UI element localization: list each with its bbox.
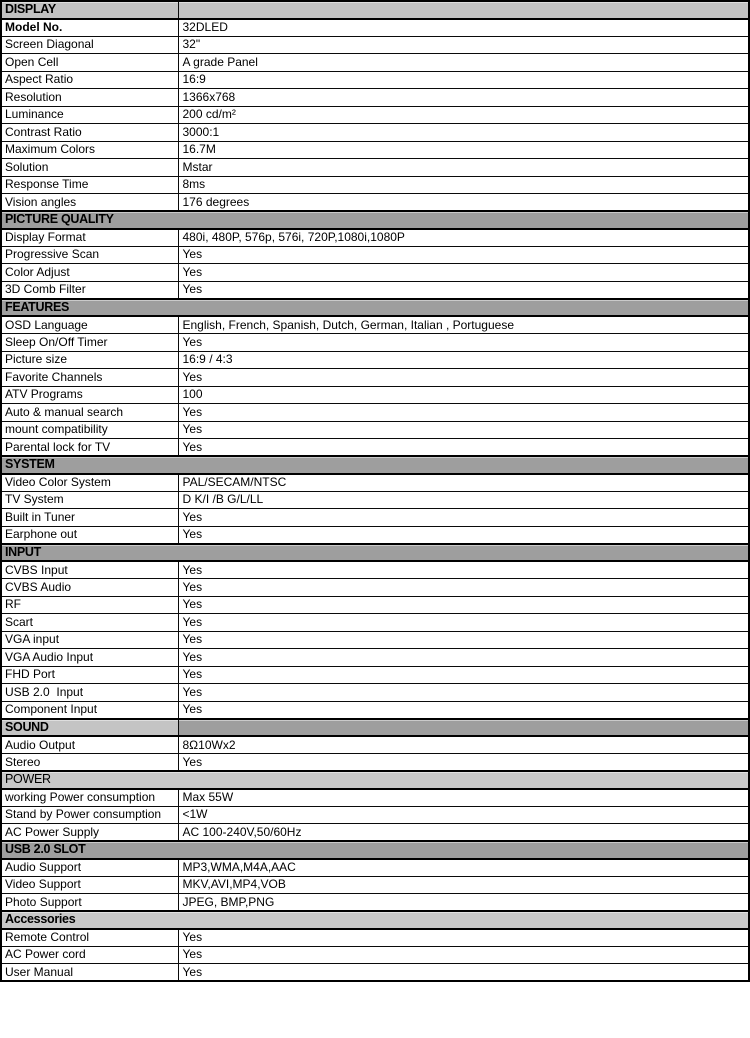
spec-label: Progressive Scan xyxy=(1,246,178,264)
spec-row xyxy=(1,929,749,947)
section-title: FEATURES xyxy=(1,299,749,317)
spec-row xyxy=(1,439,749,457)
section-title: USB 2.0 SLOT xyxy=(1,841,749,859)
spec-value: Yes xyxy=(178,526,749,544)
spec-row xyxy=(1,474,749,492)
spec-label: Audio Support xyxy=(1,859,178,877)
spec-label: User Manual xyxy=(1,964,178,982)
spec-value: 176 degrees xyxy=(178,194,749,212)
spec-value: Yes xyxy=(178,579,749,597)
section-header-row xyxy=(1,544,749,562)
spec-row xyxy=(1,684,749,702)
spec-label: Audio Output xyxy=(1,736,178,754)
spec-row xyxy=(1,509,749,527)
section-title: DISPLAY xyxy=(1,1,178,19)
spec-label: Video Color System xyxy=(1,474,178,492)
spec-value: 1366x768 xyxy=(178,89,749,107)
spec-value: JPEG, BMP,PNG xyxy=(178,894,749,912)
spec-value: Yes xyxy=(178,421,749,439)
spec-label: mount compatibility xyxy=(1,421,178,439)
spec-label: VGA input xyxy=(1,631,178,649)
spec-row xyxy=(1,176,749,194)
section-header-row xyxy=(1,771,749,789)
spec-value: Yes xyxy=(178,946,749,964)
spec-row xyxy=(1,946,749,964)
spec-row xyxy=(1,124,749,142)
spec-value: Yes xyxy=(178,369,749,387)
spec-value: Yes xyxy=(178,439,749,457)
spec-value: Yes xyxy=(178,684,749,702)
spec-row xyxy=(1,386,749,404)
section-header-row xyxy=(1,299,749,317)
spec-value: D K/I /B G/L/LL xyxy=(178,491,749,509)
spec-label: Earphone out xyxy=(1,526,178,544)
spec-label: Component Input xyxy=(1,701,178,719)
spec-value: Yes xyxy=(178,964,749,982)
spec-row xyxy=(1,631,749,649)
spec-value: Yes xyxy=(178,334,749,352)
spec-row xyxy=(1,106,749,124)
spec-row xyxy=(1,736,749,754)
spec-value: MP3,WMA,M4A,AAC xyxy=(178,859,749,877)
spec-label: working Power consumption xyxy=(1,789,178,807)
spec-value: Yes xyxy=(178,666,749,684)
section-header-row xyxy=(1,841,749,859)
spec-row xyxy=(1,806,749,824)
spec-row xyxy=(1,334,749,352)
spec-value: Yes xyxy=(178,701,749,719)
spec-value: Yes xyxy=(178,754,749,772)
spec-value: Yes xyxy=(178,631,749,649)
spec-label: 3D Comb Filter xyxy=(1,281,178,299)
spec-value: 200 cd/m² xyxy=(178,106,749,124)
spec-label: Contrast Ratio xyxy=(1,124,178,142)
spec-value: Yes xyxy=(178,404,749,422)
spec-row xyxy=(1,246,749,264)
section-title: Accessories xyxy=(1,911,749,929)
spec-label: Sleep On/Off Timer xyxy=(1,334,178,352)
spec-value: 480i, 480P, 576p, 576i, 720P,1080i,1080P xyxy=(178,229,749,247)
section-header-row xyxy=(1,719,749,737)
spec-row xyxy=(1,876,749,894)
spec-label: Picture size xyxy=(1,351,178,369)
spec-row xyxy=(1,404,749,422)
section-header-row xyxy=(1,211,749,229)
spec-row xyxy=(1,964,749,982)
spec-row xyxy=(1,89,749,107)
spec-label: Auto & manual search xyxy=(1,404,178,422)
spec-label: Model No. xyxy=(1,19,178,37)
spec-label: AC Power cord xyxy=(1,946,178,964)
spec-row xyxy=(1,71,749,89)
spec-row xyxy=(1,614,749,632)
spec-row xyxy=(1,491,749,509)
spec-label: Open Cell xyxy=(1,54,178,72)
spec-value: Yes xyxy=(178,509,749,527)
spec-label: Luminance xyxy=(1,106,178,124)
spec-value: Yes xyxy=(178,596,749,614)
spec-row xyxy=(1,754,749,772)
spec-value: Yes xyxy=(178,929,749,947)
spec-row xyxy=(1,824,749,842)
spec-row xyxy=(1,561,749,579)
spec-value: 32DLED xyxy=(178,19,749,37)
spec-value: Mstar xyxy=(178,159,749,177)
spec-label: TV System xyxy=(1,491,178,509)
spec-label: Vision angles xyxy=(1,194,178,212)
spec-label: Response Time xyxy=(1,176,178,194)
spec-row xyxy=(1,701,749,719)
spec-row xyxy=(1,526,749,544)
spec-value: 100 xyxy=(178,386,749,404)
spec-row xyxy=(1,54,749,72)
spec-label: Built in Tuner xyxy=(1,509,178,527)
spec-value: Yes xyxy=(178,649,749,667)
spec-label: OSD Language xyxy=(1,316,178,334)
spec-value: 32" xyxy=(178,36,749,54)
spec-row xyxy=(1,369,749,387)
spec-label: Stereo xyxy=(1,754,178,772)
spec-value: Yes xyxy=(178,614,749,632)
spec-label: Remote Control xyxy=(1,929,178,947)
spec-value: Yes xyxy=(178,561,749,579)
spec-label: Color Adjust xyxy=(1,264,178,282)
spec-row xyxy=(1,351,749,369)
spec-row xyxy=(1,229,749,247)
spec-row xyxy=(1,316,749,334)
spec-row xyxy=(1,666,749,684)
spec-label: Favorite Channels xyxy=(1,369,178,387)
section-title: SYSTEM xyxy=(1,456,749,474)
spec-row xyxy=(1,859,749,877)
section-header-filler xyxy=(178,1,749,19)
spec-label: Resolution xyxy=(1,89,178,107)
spec-value: 16:9 / 4:3 xyxy=(178,351,749,369)
section-header-row xyxy=(1,911,749,929)
spec-label: CVBS Audio xyxy=(1,579,178,597)
spec-row xyxy=(1,281,749,299)
spec-label: Display Format xyxy=(1,229,178,247)
spec-label: RF xyxy=(1,596,178,614)
spec-value: AC 100-240V,50/60Hz xyxy=(178,824,749,842)
spec-value: English, French, Spanish, Dutch, German, Italian , Portuguese xyxy=(178,316,749,334)
spec-value: MKV,AVI,MP4,VOB xyxy=(178,876,749,894)
spec-label: Photo Support xyxy=(1,894,178,912)
spec-row xyxy=(1,649,749,667)
section-title: INPUT xyxy=(1,544,749,562)
section-header-row xyxy=(1,456,749,474)
spec-row xyxy=(1,596,749,614)
spec-row xyxy=(1,194,749,212)
spec-row xyxy=(1,894,749,912)
section-title: POWER xyxy=(1,771,749,789)
spec-value: Yes xyxy=(178,246,749,264)
spec-label: ATV Programs xyxy=(1,386,178,404)
section-header-filler xyxy=(178,719,749,737)
section-header-row xyxy=(1,1,749,19)
spec-value: Yes xyxy=(178,264,749,282)
spec-label: Screen Diagonal xyxy=(1,36,178,54)
spec-label: Solution xyxy=(1,159,178,177)
spec-label: CVBS Input xyxy=(1,561,178,579)
spec-row xyxy=(1,159,749,177)
spec-row xyxy=(1,36,749,54)
spec-label: Stand by Power consumption xyxy=(1,806,178,824)
spec-value: 16.7M xyxy=(178,141,749,159)
spec-row xyxy=(1,19,749,37)
spec-value: PAL/SECAM/NTSC xyxy=(178,474,749,492)
section-title: SOUND xyxy=(1,719,178,737)
spec-value: 3000:1 xyxy=(178,124,749,142)
spec-row xyxy=(1,421,749,439)
spec-label: FHD Port xyxy=(1,666,178,684)
spec-value: 8Ω10Wx2 xyxy=(178,736,749,754)
spec-row xyxy=(1,141,749,159)
spec-value: A grade Panel xyxy=(178,54,749,72)
spec-label: Parental lock for TV xyxy=(1,439,178,457)
spec-value: Yes xyxy=(178,281,749,299)
spec-value: 8ms xyxy=(178,176,749,194)
spec-label: Maximum Colors xyxy=(1,141,178,159)
section-title: PICTURE QUALITY xyxy=(1,211,749,229)
spec-row xyxy=(1,789,749,807)
spec-value: <1W xyxy=(178,806,749,824)
spec-row xyxy=(1,264,749,282)
spec-label: VGA Audio Input xyxy=(1,649,178,667)
spec-label: Scart xyxy=(1,614,178,632)
spec-label: USB 2.0 Input xyxy=(1,684,178,702)
spec-label: AC Power Supply xyxy=(1,824,178,842)
spec-value: Max 55W xyxy=(178,789,749,807)
spec-value: 16:9 xyxy=(178,71,749,89)
spec-label: Aspect Ratio xyxy=(1,71,178,89)
spec-row xyxy=(1,579,749,597)
spec-label: Video Support xyxy=(1,876,178,894)
